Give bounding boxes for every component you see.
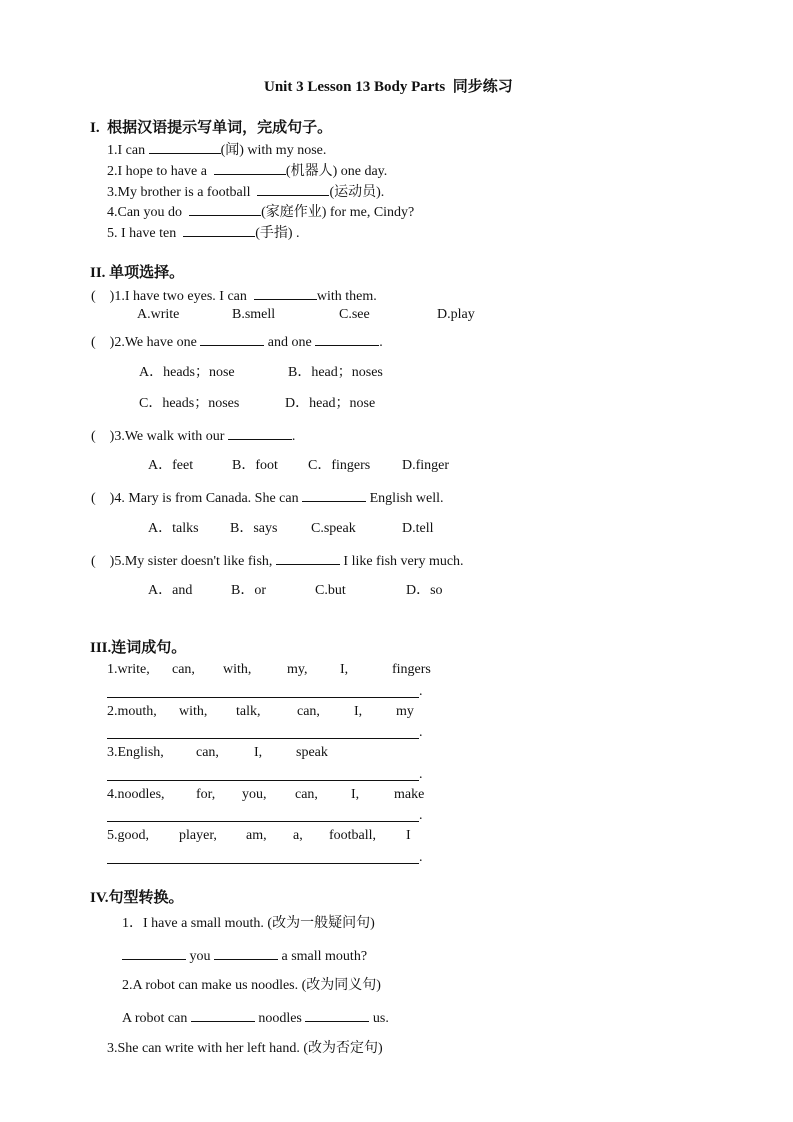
s2-q5-blank[interactable] xyxy=(276,551,340,565)
s1-blank-2[interactable] xyxy=(214,161,286,175)
answer-paren[interactable]: ( ) xyxy=(91,554,115,569)
s3-word: I, xyxy=(254,745,263,760)
s4-question-2: 2.A robot can make us noodles. (改为同义句) xyxy=(122,978,381,993)
s3-answer-line-1[interactable] xyxy=(107,697,419,698)
section-2-heading: II. 单项选择。 xyxy=(90,265,185,281)
s3-word: I xyxy=(406,828,411,843)
s2-q5-option-d[interactable]: D．so xyxy=(406,583,443,598)
s4-q1-end: a small mouth? xyxy=(278,949,368,964)
s2-q3-option-d[interactable]: D.finger xyxy=(402,458,450,473)
s3-word: I, xyxy=(340,662,349,677)
s2-q1-option-a[interactable]: A.write xyxy=(137,307,180,322)
answer-paren[interactable]: ( ) xyxy=(91,289,115,304)
s3-word: can, xyxy=(295,787,318,802)
s4-q2-mid: noodles xyxy=(254,1011,306,1026)
s1-item-5-text: 5. I have ten xyxy=(107,226,184,241)
s2-q3-option-c[interactable]: C．fingers xyxy=(308,458,371,473)
answer-paren[interactable]: ( ) xyxy=(91,491,115,506)
s2-q5-stem: 5.My sister doesn't like fish, xyxy=(114,554,276,569)
s2-q4-blank[interactable] xyxy=(302,488,366,502)
s2-q1-stem: 1.I have two eyes. I can xyxy=(114,289,254,304)
s1-item-2 xyxy=(107,161,387,181)
s2-q3-blank[interactable] xyxy=(228,426,292,440)
s2-q5-stem-end: I like fish very much. xyxy=(339,554,464,569)
s1-blank-1[interactable] xyxy=(149,140,221,154)
s2-q2-option-c[interactable]: C．heads；noses xyxy=(139,396,240,411)
s3-word: 1.write, xyxy=(107,662,150,677)
s1-item-5-hint: (手指) . xyxy=(255,226,300,241)
s2-q4-option-b[interactable]: B．says xyxy=(230,521,278,536)
s2-q3-stem: 3.We walk with our xyxy=(114,429,228,444)
s3-word: 2.mouth, xyxy=(107,704,157,719)
s3-word: 5.good, xyxy=(107,828,149,843)
s3-answer-line-3[interactable] xyxy=(107,780,419,781)
s3-word: talk, xyxy=(236,704,261,719)
s2-q1-option-c[interactable]: C.see xyxy=(339,307,370,322)
s3-period: . xyxy=(419,850,423,865)
s3-period: . xyxy=(419,767,423,782)
s3-word: with, xyxy=(179,704,208,719)
answer-paren[interactable]: ( ) xyxy=(91,335,115,350)
s1-blank-5[interactable] xyxy=(183,223,255,237)
s2-question-1 xyxy=(91,286,377,306)
s1-blank-4[interactable] xyxy=(189,202,261,216)
s4-question-1: 1．I have a small mouth. (改为一般疑问句) xyxy=(122,916,375,931)
s3-period: . xyxy=(419,808,423,823)
s4-q1-mid: you xyxy=(186,949,214,964)
s1-item-3-hint: (运动员). xyxy=(329,185,385,200)
s3-answer-line-2[interactable] xyxy=(107,738,419,739)
s2-question-2 xyxy=(91,332,383,352)
s2-question-5 xyxy=(91,551,464,571)
s2-question-4 xyxy=(91,488,444,508)
s3-word: can, xyxy=(297,704,320,719)
s2-q2-stem-end: . xyxy=(379,335,383,350)
s2-q2-stem-mid: and one xyxy=(264,335,316,350)
s2-q2-stem: 2.We have one xyxy=(114,335,201,350)
s3-word: football, xyxy=(329,828,377,843)
section-3-heading: III.连词成句。 xyxy=(90,640,187,656)
s1-item-5 xyxy=(107,223,300,243)
page-title: Unit 3 Lesson 13 Body Parts 同步练习 xyxy=(264,79,513,95)
s3-word: I, xyxy=(351,787,360,802)
s1-item-4 xyxy=(107,202,414,222)
s1-item-3-text: 3.My brother is a football xyxy=(107,185,258,200)
s3-word: a, xyxy=(293,828,303,843)
s3-period: . xyxy=(419,684,423,699)
s1-item-2-hint: (机器人) one day. xyxy=(285,164,388,179)
s3-word: can, xyxy=(172,662,195,677)
s3-word: 3.English, xyxy=(107,745,164,760)
s3-word: am, xyxy=(246,828,267,843)
s3-word: for, xyxy=(196,787,216,802)
s4-q2-end: us. xyxy=(369,1011,389,1026)
s2-question-3 xyxy=(91,426,295,446)
s1-item-2-text: 2.I hope to have a xyxy=(107,164,214,179)
s2-q5-option-a[interactable]: A．and xyxy=(148,583,193,598)
s3-period: . xyxy=(419,725,423,740)
s3-answer-line-4[interactable] xyxy=(107,821,419,822)
s2-q1-blank[interactable] xyxy=(254,286,317,300)
s2-q5-option-b[interactable]: B．or xyxy=(231,583,266,598)
s3-word: speak xyxy=(296,745,328,760)
s4-q2-start: A robot can xyxy=(122,1011,191,1026)
s2-q4-stem-end: English well. xyxy=(366,491,444,506)
s3-word: I, xyxy=(354,704,363,719)
s3-word: can, xyxy=(196,745,219,760)
s2-q1-stem-end: with them. xyxy=(316,289,377,304)
s2-q3-option-a[interactable]: A．feet xyxy=(148,458,194,473)
s2-q2-blank-1[interactable] xyxy=(200,332,264,346)
s3-word: with, xyxy=(223,662,252,677)
s2-q1-option-b[interactable]: B.smell xyxy=(232,307,276,322)
s4-answer-1 xyxy=(122,946,367,966)
s3-answer-line-5[interactable] xyxy=(107,863,419,864)
s3-word: make xyxy=(394,787,425,802)
s2-q3-stem-end: . xyxy=(291,429,296,444)
section-4-heading: IV.句型转换。 xyxy=(90,890,184,906)
s3-word: 4.noodles, xyxy=(107,787,165,802)
s2-q1-option-d[interactable]: D.play xyxy=(437,307,475,322)
s2-q2-blank-2[interactable] xyxy=(315,332,379,346)
section-1-heading: I. 根据汉语提示写单词，完成句子。 xyxy=(90,120,333,136)
s3-word: player, xyxy=(179,828,217,843)
s4-q1-blank-1[interactable] xyxy=(122,946,186,960)
s1-item-3 xyxy=(107,182,384,202)
s2-q4-option-d[interactable]: D.tell xyxy=(402,521,434,536)
s1-item-4-text: 4.Can you do xyxy=(107,205,190,220)
s2-q4-option-c[interactable]: C.speak xyxy=(311,521,356,536)
s4-q1-blank-2[interactable] xyxy=(214,946,278,960)
s2-q5-option-c[interactable]: C.but xyxy=(315,583,346,598)
answer-paren[interactable]: ( ) xyxy=(91,429,115,444)
s2-q4-option-a[interactable]: A．talks xyxy=(148,521,199,536)
s2-q2-option-a[interactable]: A．heads；nose xyxy=(139,365,235,380)
s1-item-1-text: 1.I can xyxy=(107,143,149,158)
s2-q4-stem: 4. Mary is from Canada. She can xyxy=(114,491,303,506)
s3-word: fingers xyxy=(392,662,431,677)
s4-q2-blank-1[interactable] xyxy=(191,1008,255,1022)
s3-word: my, xyxy=(287,662,308,677)
s2-q2-option-d[interactable]: D．head；nose xyxy=(285,396,376,411)
s1-item-1-hint: (闻) with my nose. xyxy=(220,143,327,158)
s4-q2-blank-2[interactable] xyxy=(305,1008,369,1022)
s1-item-4-hint: (家庭作业) for me, Cindy? xyxy=(261,205,415,220)
s3-word: you, xyxy=(242,787,267,802)
s4-answer-2 xyxy=(122,1008,389,1028)
s1-blank-3[interactable] xyxy=(257,182,329,196)
s3-word: my xyxy=(396,704,414,719)
s1-item-1 xyxy=(107,140,326,160)
s2-q3-option-b[interactable]: B．foot xyxy=(232,458,278,473)
s4-question-3: 3.She can write with her left hand. (改为否定句) xyxy=(107,1041,383,1056)
s2-q2-option-b[interactable]: B．head；noses xyxy=(288,365,383,380)
